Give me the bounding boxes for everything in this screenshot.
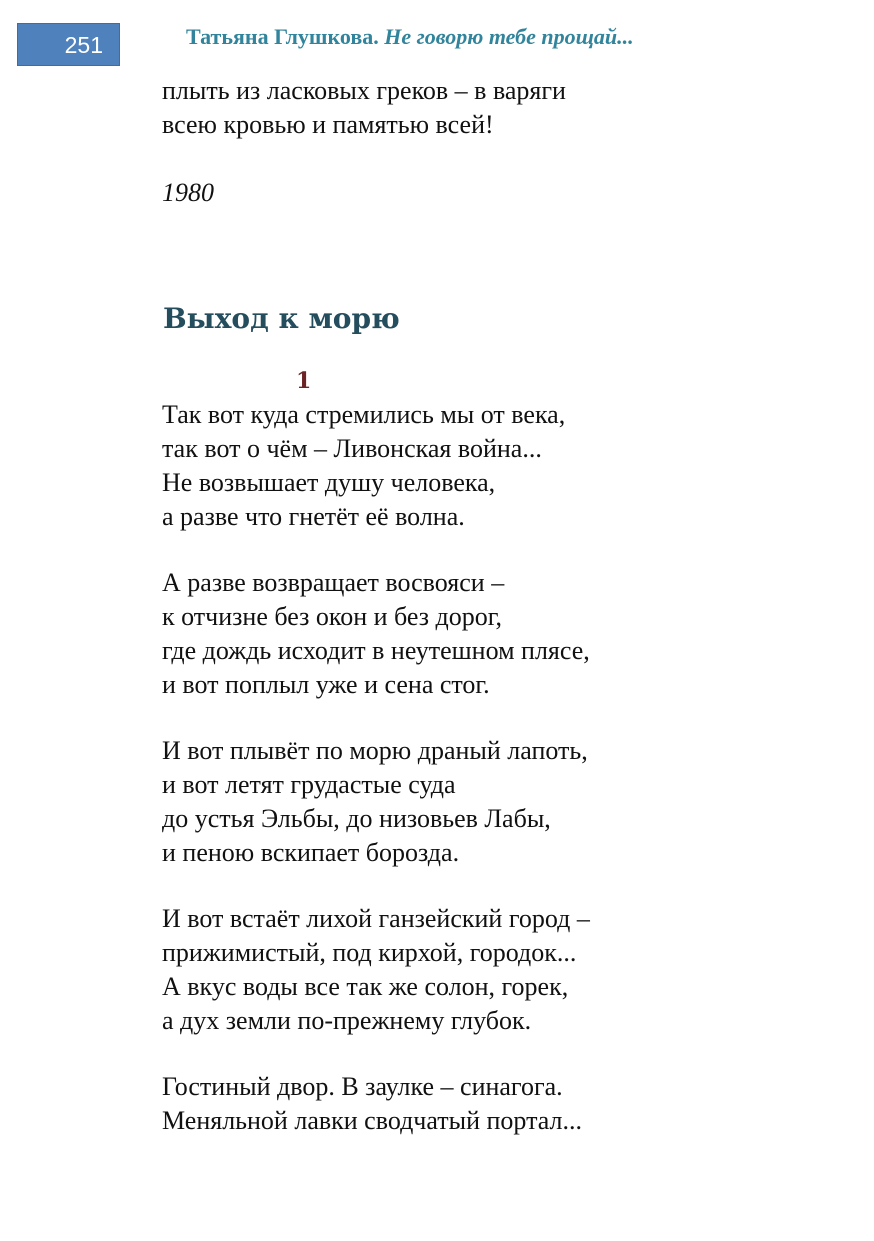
stanza bbox=[162, 734, 588, 870]
poem-line: А разве возвращает восвояси – bbox=[162, 568, 505, 597]
poem-line: до устья Эльбы, до низовьев Лабы, bbox=[162, 804, 551, 833]
previous-poem-ending bbox=[162, 74, 566, 142]
poem-line: прижимистый, под кирхой, городок... bbox=[162, 938, 577, 967]
poem-line: плыть из ласковых греков – в варяги bbox=[162, 76, 566, 105]
poem-line: Гостиный двор. В заулке – синагога. bbox=[162, 1072, 563, 1101]
poem-line: и пеною вскипает борозда. bbox=[162, 838, 460, 867]
poem-line: а разве что гнетёт её волна. bbox=[162, 502, 465, 531]
poem-part-number: 1 bbox=[296, 368, 312, 394]
poem-line: И вот встаёт лихой ганзейский город – bbox=[162, 904, 590, 933]
stanza bbox=[162, 566, 590, 702]
poem-line: и вот поплыл уже и сена стог. bbox=[162, 670, 490, 699]
stanza bbox=[162, 398, 565, 534]
poem-line: И вот плывёт по морю драный лапоть, bbox=[162, 736, 588, 765]
poem-line: к отчизне без окон и без дорог, bbox=[162, 602, 502, 631]
poem-line: и вот летят грудастые суда bbox=[162, 770, 456, 799]
poem-date: 1980 bbox=[162, 178, 214, 207]
page-number-badge: 251 bbox=[17, 23, 120, 66]
header-work-title: Не говорю тебе прощай... bbox=[384, 24, 634, 49]
poem-line: так вот о чём – Ливонская война... bbox=[162, 434, 542, 463]
stanza bbox=[162, 902, 590, 1038]
poem-line: А вкус воды все так же солон, горек, bbox=[162, 972, 569, 1001]
poem-line: всею кровью и памятью всей! bbox=[162, 110, 494, 139]
poem-title: Выход к морю bbox=[163, 302, 400, 335]
poem-line: Не возвышает душу человека, bbox=[162, 468, 496, 497]
poem-line: Так вот куда стремились мы от века, bbox=[162, 400, 566, 429]
header-author: Татьяна Глушкова. bbox=[186, 24, 379, 49]
poem-line: а дух земли по-прежнему глубок. bbox=[162, 1006, 532, 1035]
running-header bbox=[186, 24, 634, 50]
stanza bbox=[162, 1070, 582, 1138]
poem-line: Меняльной лавки сводчатый портал... bbox=[162, 1106, 582, 1135]
poem-line: где дождь исходит в неутешном плясе, bbox=[162, 636, 590, 665]
